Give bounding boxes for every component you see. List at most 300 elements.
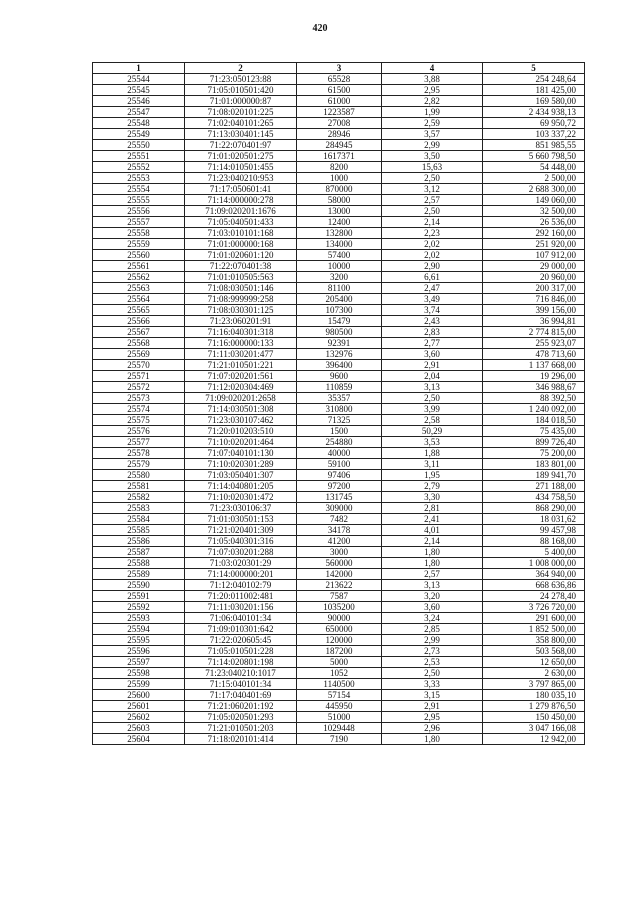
- row-number-cell: 25561: [93, 261, 185, 272]
- cadastral-number-cell: 71:10:020301:289: [185, 459, 297, 470]
- area-cell: 81100: [297, 283, 382, 294]
- table-row: [93, 217, 585, 228]
- area-cell: 1029448: [297, 723, 382, 734]
- row-number-cell: 25560: [93, 250, 185, 261]
- table-row: [93, 448, 585, 459]
- area-cell: 8200: [297, 162, 382, 173]
- specific-value-cell: 3,30: [382, 492, 483, 503]
- cadastral-number-cell: 71:12:020304:469: [185, 382, 297, 393]
- specific-value-cell: 3,99: [382, 404, 483, 415]
- row-number-cell: 25591: [93, 591, 185, 602]
- area-cell: 90000: [297, 613, 382, 624]
- specific-value-cell: 3,49: [382, 294, 483, 305]
- row-number-cell: 25554: [93, 184, 185, 195]
- area-cell: 65528: [297, 74, 382, 85]
- row-number-cell: 25589: [93, 569, 185, 580]
- area-cell: 92391: [297, 338, 382, 349]
- table-row: [93, 382, 585, 393]
- row-number-cell: 25586: [93, 536, 185, 547]
- cadastral-value-cell: 75 200,00: [483, 448, 585, 459]
- row-number-cell: 25544: [93, 74, 185, 85]
- cadastral-value-cell: 32 500,00: [483, 206, 585, 217]
- row-number-cell: 25550: [93, 140, 185, 151]
- row-number-cell: 25580: [93, 470, 185, 481]
- cadastral-value-cell: 271 188,00: [483, 481, 585, 492]
- row-number-cell: 25545: [93, 85, 185, 96]
- row-number-cell: 25577: [93, 437, 185, 448]
- cadastral-number-cell: 71:09:020201:2658: [185, 393, 297, 404]
- area-cell: 870000: [297, 184, 382, 195]
- cadastral-number-cell: 71:07:020201:561: [185, 371, 297, 382]
- specific-value-cell: 2,23: [382, 228, 483, 239]
- cadastral-value-cell: 254 248,64: [483, 74, 585, 85]
- specific-value-cell: 1,88: [382, 448, 483, 459]
- specific-value-cell: 15,63: [382, 162, 483, 173]
- specific-value-cell: 3,20: [382, 591, 483, 602]
- cadastral-number-cell: 71:11:030201:156: [185, 602, 297, 613]
- area-cell: 71325: [297, 415, 382, 426]
- table-row: [93, 426, 585, 437]
- area-cell: 396400: [297, 360, 382, 371]
- specific-value-cell: 1,80: [382, 734, 483, 745]
- area-cell: 120000: [297, 635, 382, 646]
- row-number-cell: 25566: [93, 316, 185, 327]
- row-number-cell: 25548: [93, 118, 185, 129]
- table-body: [93, 74, 585, 745]
- row-number-cell: 25578: [93, 448, 185, 459]
- area-cell: 57154: [297, 690, 382, 701]
- cadastral-number-cell: 71:05:040301:316: [185, 536, 297, 547]
- cadastral-value-cell: 1 137 668,00: [483, 360, 585, 371]
- cadastral-value-cell: 3 047 166,08: [483, 723, 585, 734]
- row-number-cell: 25556: [93, 206, 185, 217]
- cadastral-number-cell: 71:21:020401:309: [185, 525, 297, 536]
- table-row: [93, 712, 585, 723]
- cadastral-value-cell: 346 988,67: [483, 382, 585, 393]
- area-cell: 1052: [297, 668, 382, 679]
- specific-value-cell: 1,95: [382, 470, 483, 481]
- area-cell: 7587: [297, 591, 382, 602]
- row-number-cell: 25584: [93, 514, 185, 525]
- table-row: [93, 107, 585, 118]
- table-row: [93, 569, 585, 580]
- cadastral-value-cell: 181 425,00: [483, 85, 585, 96]
- area-cell: 51000: [297, 712, 382, 723]
- row-number-cell: 25572: [93, 382, 185, 393]
- cadastral-number-cell: 71:01:010505:563: [185, 272, 297, 283]
- table-row: [93, 470, 585, 481]
- row-number-cell: 25593: [93, 613, 185, 624]
- area-cell: 560000: [297, 558, 382, 569]
- cadastral-number-cell: 71:22:020605:45: [185, 635, 297, 646]
- row-number-cell: 25555: [93, 195, 185, 206]
- row-number-cell: 25582: [93, 492, 185, 503]
- table-row: [93, 514, 585, 525]
- cadastral-value-cell: 169 580,00: [483, 96, 585, 107]
- cadastral-value-cell: 251 920,00: [483, 239, 585, 250]
- cadastral-value-cell: 3 726 720,00: [483, 602, 585, 613]
- cadastral-value-cell: 3 797 865,00: [483, 679, 585, 690]
- area-cell: 15479: [297, 316, 382, 327]
- cadastral-number-cell: 71:01:000000:87: [185, 96, 297, 107]
- cadastral-number-cell: 71:14:000000:201: [185, 569, 297, 580]
- specific-value-cell: 3,13: [382, 382, 483, 393]
- table-row: [93, 206, 585, 217]
- table-row: [93, 591, 585, 602]
- cadastral-number-cell: 71:06:040101:34: [185, 613, 297, 624]
- cadastral-value-cell: 851 985,55: [483, 140, 585, 151]
- cadastral-number-cell: 71:14:000000:278: [185, 195, 297, 206]
- cadastral-value-cell: 200 317,00: [483, 283, 585, 294]
- row-number-cell: 25552: [93, 162, 185, 173]
- cadastral-value-cell: 434 758,50: [483, 492, 585, 503]
- cadastral-number-cell: 71:08:030301:125: [185, 305, 297, 316]
- table-row: [93, 393, 585, 404]
- cadastral-value-cell: 99 457,98: [483, 525, 585, 536]
- specific-value-cell: 3,50: [382, 151, 483, 162]
- table-row: [93, 162, 585, 173]
- specific-value-cell: 3,11: [382, 459, 483, 470]
- cadastral-number-cell: 71:05:020501:293: [185, 712, 297, 723]
- cadastral-value-cell: 189 941,70: [483, 470, 585, 481]
- cadastral-number-cell: 71:23:030106:37: [185, 503, 297, 514]
- cadastral-value-cell: 2 500,00: [483, 173, 585, 184]
- area-cell: 3200: [297, 272, 382, 283]
- cadastral-value-cell: 5 660 798,50: [483, 151, 585, 162]
- cadastral-number-cell: 71:17:040401:69: [185, 690, 297, 701]
- cadastral-number-cell: 71:14:040801:205: [185, 481, 297, 492]
- specific-value-cell: 2,50: [382, 668, 483, 679]
- cadastral-number-cell: 71:10:020301:472: [185, 492, 297, 503]
- cadastral-value-cell: 2 688 300,00: [483, 184, 585, 195]
- cadastral-number-cell: 71:23:040210:1017: [185, 668, 297, 679]
- table-row: [93, 723, 585, 734]
- specific-value-cell: 2,99: [382, 635, 483, 646]
- cadastral-number-cell: 71:09:020201:1676: [185, 206, 297, 217]
- cadastral-value-cell: 107 912,00: [483, 250, 585, 261]
- table-row: [93, 129, 585, 140]
- row-number-cell: 25546: [93, 96, 185, 107]
- cadastral-number-cell: 71:16:000000:133: [185, 338, 297, 349]
- cadastral-number-cell: 71:21:010501:221: [185, 360, 297, 371]
- cadastral-value-cell: 54 448,00: [483, 162, 585, 173]
- cadastral-number-cell: 71:22:070401:97: [185, 140, 297, 151]
- row-number-cell: 25562: [93, 272, 185, 283]
- table-row: [93, 338, 585, 349]
- specific-value-cell: 2,77: [382, 338, 483, 349]
- column-header: 2: [185, 63, 297, 74]
- cadastral-number-cell: 71:15:040101:34: [185, 679, 297, 690]
- row-number-cell: 25559: [93, 239, 185, 250]
- area-cell: 97406: [297, 470, 382, 481]
- cadastral-number-cell: 71:05:040501:433: [185, 217, 297, 228]
- area-cell: 9600: [297, 371, 382, 382]
- table-row: [93, 283, 585, 294]
- area-cell: 35357: [297, 393, 382, 404]
- specific-value-cell: 3,12: [382, 184, 483, 195]
- row-number-cell: 25603: [93, 723, 185, 734]
- specific-value-cell: 3,13: [382, 580, 483, 591]
- cadastral-value-cell: 1 279 876,50: [483, 701, 585, 712]
- table-row: [93, 239, 585, 250]
- table-row: [93, 294, 585, 305]
- area-cell: 132976: [297, 349, 382, 360]
- cadastral-number-cell: 71:21:010501:203: [185, 723, 297, 734]
- specific-value-cell: 4,01: [382, 525, 483, 536]
- specific-value-cell: 2,58: [382, 415, 483, 426]
- specific-value-cell: 2,96: [382, 723, 483, 734]
- cadastral-value-cell: 149 060,00: [483, 195, 585, 206]
- specific-value-cell: 2,85: [382, 624, 483, 635]
- cadastral-value-cell: 868 290,00: [483, 503, 585, 514]
- table-row: [93, 547, 585, 558]
- specific-value-cell: 2,02: [382, 239, 483, 250]
- table-row: [93, 558, 585, 569]
- specific-value-cell: 2,91: [382, 360, 483, 371]
- area-cell: 310800: [297, 404, 382, 415]
- row-number-cell: 25599: [93, 679, 185, 690]
- area-cell: 7482: [297, 514, 382, 525]
- specific-value-cell: 2,14: [382, 217, 483, 228]
- specific-value-cell: 2,81: [382, 503, 483, 514]
- area-cell: 3000: [297, 547, 382, 558]
- table-row: [93, 646, 585, 657]
- table-row: [93, 85, 585, 96]
- row-number-cell: 25565: [93, 305, 185, 316]
- column-header: 5: [483, 63, 585, 74]
- table-row: [93, 437, 585, 448]
- specific-value-cell: 3,60: [382, 349, 483, 360]
- specific-value-cell: 2,95: [382, 85, 483, 96]
- table-row: [93, 404, 585, 415]
- cadastral-value-table: [92, 62, 585, 745]
- area-cell: 34178: [297, 525, 382, 536]
- specific-value-cell: 2,50: [382, 393, 483, 404]
- specific-value-cell: 2,57: [382, 569, 483, 580]
- cadastral-value-cell: 478 713,60: [483, 349, 585, 360]
- cadastral-value-cell: 20 960,00: [483, 272, 585, 283]
- row-number-cell: 25581: [93, 481, 185, 492]
- row-number-cell: 25598: [93, 668, 185, 679]
- table-row: [93, 118, 585, 129]
- table-row: [93, 701, 585, 712]
- column-header: 4: [382, 63, 483, 74]
- cadastral-value-cell: 1 008 000,00: [483, 558, 585, 569]
- specific-value-cell: 50,29: [382, 426, 483, 437]
- cadastral-value-cell: 899 726,40: [483, 437, 585, 448]
- cadastral-number-cell: 71:08:999999:258: [185, 294, 297, 305]
- specific-value-cell: 1,99: [382, 107, 483, 118]
- row-number-cell: 25594: [93, 624, 185, 635]
- cadastral-value-cell: 180 035,10: [483, 690, 585, 701]
- cadastral-value-cell: 5 400,00: [483, 547, 585, 558]
- specific-value-cell: 2,53: [382, 657, 483, 668]
- area-cell: 59100: [297, 459, 382, 470]
- cadastral-value-cell: 2 434 938,13: [483, 107, 585, 118]
- area-cell: 10000: [297, 261, 382, 272]
- row-number-cell: 25595: [93, 635, 185, 646]
- cadastral-value-cell: 19 296,00: [483, 371, 585, 382]
- table-row: [93, 272, 585, 283]
- table-row: [93, 250, 585, 261]
- table-row: [93, 371, 585, 382]
- cadastral-number-cell: 71:09:010301:642: [185, 624, 297, 635]
- cadastral-number-cell: 71:17:050601:41: [185, 184, 297, 195]
- row-number-cell: 25592: [93, 602, 185, 613]
- specific-value-cell: 2,57: [382, 195, 483, 206]
- area-cell: 57400: [297, 250, 382, 261]
- cadastral-value-cell: 183 801,00: [483, 459, 585, 470]
- row-number-cell: 25573: [93, 393, 185, 404]
- cadastral-number-cell: 71:21:060201:192: [185, 701, 297, 712]
- specific-value-cell: 2,73: [382, 646, 483, 657]
- row-number-cell: 25588: [93, 558, 185, 569]
- cadastral-number-cell: 71:13:030401:145: [185, 129, 297, 140]
- area-cell: 284945: [297, 140, 382, 151]
- specific-value-cell: 2,91: [382, 701, 483, 712]
- specific-value-cell: 2,04: [382, 371, 483, 382]
- cadastral-number-cell: 71:10:020201:464: [185, 437, 297, 448]
- specific-value-cell: 2,02: [382, 250, 483, 261]
- cadastral-value-cell: 75 435,00: [483, 426, 585, 437]
- cadastral-value-cell: 29 000,00: [483, 261, 585, 272]
- specific-value-cell: 2,50: [382, 173, 483, 184]
- table-row: [93, 74, 585, 85]
- table-row: [93, 503, 585, 514]
- specific-value-cell: 3,15: [382, 690, 483, 701]
- row-number-cell: 25567: [93, 327, 185, 338]
- row-number-cell: 25549: [93, 129, 185, 140]
- cadastral-number-cell: 71:23:050123:88: [185, 74, 297, 85]
- table-row: [93, 140, 585, 151]
- table-row: [93, 580, 585, 591]
- specific-value-cell: 6,61: [382, 272, 483, 283]
- table-row: [93, 228, 585, 239]
- specific-value-cell: 2,59: [382, 118, 483, 129]
- row-number-cell: 25564: [93, 294, 185, 305]
- table-row: [93, 657, 585, 668]
- cadastral-value-cell: 69 950,72: [483, 118, 585, 129]
- specific-value-cell: 2,41: [382, 514, 483, 525]
- area-cell: 58000: [297, 195, 382, 206]
- table-row: [93, 327, 585, 338]
- cadastral-value-cell: 1 240 092,00: [483, 404, 585, 415]
- cadastral-number-cell: 71:02:040101:265: [185, 118, 297, 129]
- cadastral-value-cell: 184 018,50: [483, 415, 585, 426]
- area-cell: 97200: [297, 481, 382, 492]
- cadastral-value-cell: 716 846,00: [483, 294, 585, 305]
- row-number-cell: 25585: [93, 525, 185, 536]
- area-cell: 28946: [297, 129, 382, 140]
- specific-value-cell: 1,80: [382, 547, 483, 558]
- table-row: [93, 668, 585, 679]
- specific-value-cell: 2,82: [382, 96, 483, 107]
- area-cell: 110859: [297, 382, 382, 393]
- row-number-cell: 25563: [93, 283, 185, 294]
- table-row: [93, 492, 585, 503]
- table-row: [93, 635, 585, 646]
- table-row: [93, 525, 585, 536]
- specific-value-cell: 3,33: [382, 679, 483, 690]
- table-row: [93, 536, 585, 547]
- table-row: [93, 481, 585, 492]
- area-cell: 40000: [297, 448, 382, 459]
- cadastral-number-cell: 71:23:060201:91: [185, 316, 297, 327]
- table-row: [93, 195, 585, 206]
- area-cell: 27008: [297, 118, 382, 129]
- specific-value-cell: 2,43: [382, 316, 483, 327]
- area-cell: 13000: [297, 206, 382, 217]
- area-cell: 61500: [297, 85, 382, 96]
- row-number-cell: 25601: [93, 701, 185, 712]
- row-number-cell: 25570: [93, 360, 185, 371]
- cadastral-value-cell: 12 650,00: [483, 657, 585, 668]
- area-cell: 5000: [297, 657, 382, 668]
- specific-value-cell: 3,60: [382, 602, 483, 613]
- row-number-cell: 25587: [93, 547, 185, 558]
- row-number-cell: 25583: [93, 503, 185, 514]
- cadastral-value-cell: 88 392,50: [483, 393, 585, 404]
- cadastral-number-cell: 71:08:020101:225: [185, 107, 297, 118]
- area-cell: 1000: [297, 173, 382, 184]
- cadastral-number-cell: 71:16:040301:318: [185, 327, 297, 338]
- table-row: [93, 151, 585, 162]
- row-number-cell: 25547: [93, 107, 185, 118]
- cadastral-number-cell: 71:07:030201:288: [185, 547, 297, 558]
- row-number-cell: 25551: [93, 151, 185, 162]
- cadastral-number-cell: 71:18:020101:414: [185, 734, 297, 745]
- table-row: [93, 305, 585, 316]
- table-row: [93, 184, 585, 195]
- cadastral-value-cell: 399 156,00: [483, 305, 585, 316]
- cadastral-number-cell: 71:01:020501:275: [185, 151, 297, 162]
- specific-value-cell: 2,50: [382, 206, 483, 217]
- cadastral-value-cell: 291 600,00: [483, 613, 585, 624]
- table-row: [93, 360, 585, 371]
- area-cell: 132800: [297, 228, 382, 239]
- row-number-cell: 25575: [93, 415, 185, 426]
- table-row: [93, 316, 585, 327]
- cadastral-number-cell: 71:08:030501:146: [185, 283, 297, 294]
- row-number-cell: 25596: [93, 646, 185, 657]
- area-cell: 309000: [297, 503, 382, 514]
- area-cell: 7190: [297, 734, 382, 745]
- row-number-cell: 25579: [93, 459, 185, 470]
- cadastral-number-cell: 71:03:010101:168: [185, 228, 297, 239]
- row-number-cell: 25569: [93, 349, 185, 360]
- cadastral-value-cell: 358 800,00: [483, 635, 585, 646]
- specific-value-cell: 2,14: [382, 536, 483, 547]
- cadastral-number-cell: 71:23:030107:462: [185, 415, 297, 426]
- cadastral-number-cell: 71:01:000000:168: [185, 239, 297, 250]
- cadastral-value-cell: 24 278,40: [483, 591, 585, 602]
- specific-value-cell: 3,88: [382, 74, 483, 85]
- area-cell: 254880: [297, 437, 382, 448]
- cadastral-number-cell: 71:03:020301:29: [185, 558, 297, 569]
- cadastral-number-cell: 71:14:030501:308: [185, 404, 297, 415]
- specific-value-cell: 2,79: [382, 481, 483, 492]
- specific-value-cell: 3,57: [382, 129, 483, 140]
- table-row: [93, 459, 585, 470]
- table-header-row: [93, 63, 585, 74]
- cadastral-value-cell: 1 852 500,00: [483, 624, 585, 635]
- area-cell: 213622: [297, 580, 382, 591]
- row-number-cell: 25574: [93, 404, 185, 415]
- cadastral-value-cell: 150 450,00: [483, 712, 585, 723]
- area-cell: 1223587: [297, 107, 382, 118]
- cadastral-value-cell: 668 636,86: [483, 580, 585, 591]
- cadastral-number-cell: 71:11:030201:477: [185, 349, 297, 360]
